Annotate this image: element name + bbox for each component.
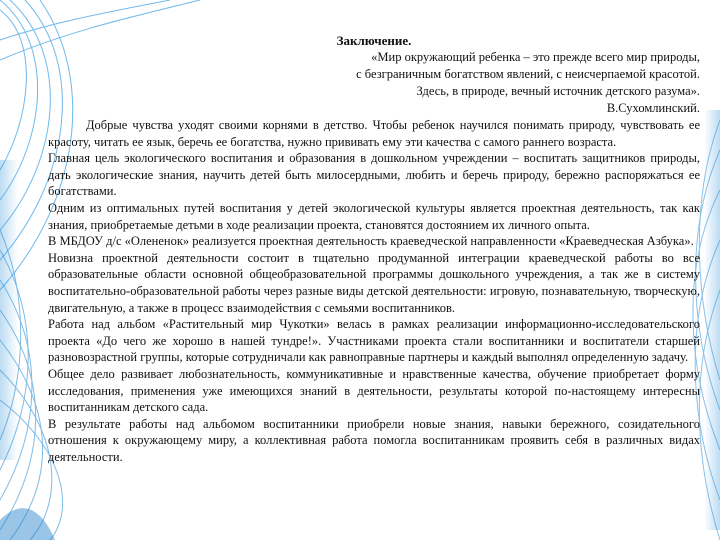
paragraph: В МБДОУ д/с «Олененок» реализуется проектная деятельность краеведческой направленности «Краеведческая Азбука».	[48, 234, 694, 249]
paragraph: В результате работы над альбомом воспитанники приобрели новые знания, навыки бережного, созидательного отношения к окружающему миру, а коллективная работа помогла воспитанникам проявить себя в различных видах деятельности.	[48, 416, 700, 464]
slide-title: Заключение.	[336, 33, 412, 48]
body-text	[48, 117, 700, 465]
paragraph: Одним из оптимальных путей воспитания у детей экологической культуры является проектная деятельность, так как знания, приобретаемые детьми в ходе реализации проекта, становятся достоянием их личного опыта.	[48, 200, 700, 232]
paragraph: Главная цель экологического воспитания и образования в дошкольном учреждении – воспитать защитников природы, дать экологические знания, научить детей быть милосердными, любить и беречь природу, бережно распоряжаться ее богатствами.	[48, 151, 700, 199]
epigraph-line: с безграничным богатством явлений, с неисчерпаемой красотой.	[356, 67, 700, 81]
slide-content	[48, 30, 700, 540]
epigraph-line: Здесь, в природе, вечный источник детского разума».	[416, 84, 700, 98]
paragraph: Новизна проектной деятельности состоит в тщательно продуманной интеграции краеведческой работы во все образовательные области основной общеобразовательной программы дошкольного учреждения, а так же в систему воспитательно-образовательной работы через разные виды детской деятельности: игровую, познавательную, творческую, двигательную, а также в процесс взаимодействия с семьями воспитанников.	[48, 250, 700, 315]
paragraph: Добрые чувства уходят своими корнями в детство. Чтобы ребенок научился понимать природу, чувствовать ее красоту, читать ее язык, беречь ее богатства, нужно прививать ему эти качества с самого раннего возраста.	[48, 118, 700, 149]
epigraph-author: В.Сухомлинский.	[606, 101, 700, 115]
paragraph: Работа над альбом «Растительный мир Чукотки» велась в рамках реализации информационно-исследовательского проекта «До чего же хорошо в нашей тундре!». Участниками проекта стали воспитанники и воспитатели старшей разновозрастной группы, которые сотрудничали как равноправные партнеры и каждый выполнял определенную задачу.	[48, 317, 700, 365]
epigraph	[48, 49, 700, 117]
epigraph-line: «Мир окружающий ребенка – это прежде всего мир природы,	[371, 50, 700, 64]
paragraph: Общее дело развивает любознательность, коммуникативные и нравственные качества, обучение приобретает форму исследования, применения уже имеющихся знаний в деятельности, результаты которой по-настоящему интересны воспитанникам детского сада.	[48, 366, 700, 415]
